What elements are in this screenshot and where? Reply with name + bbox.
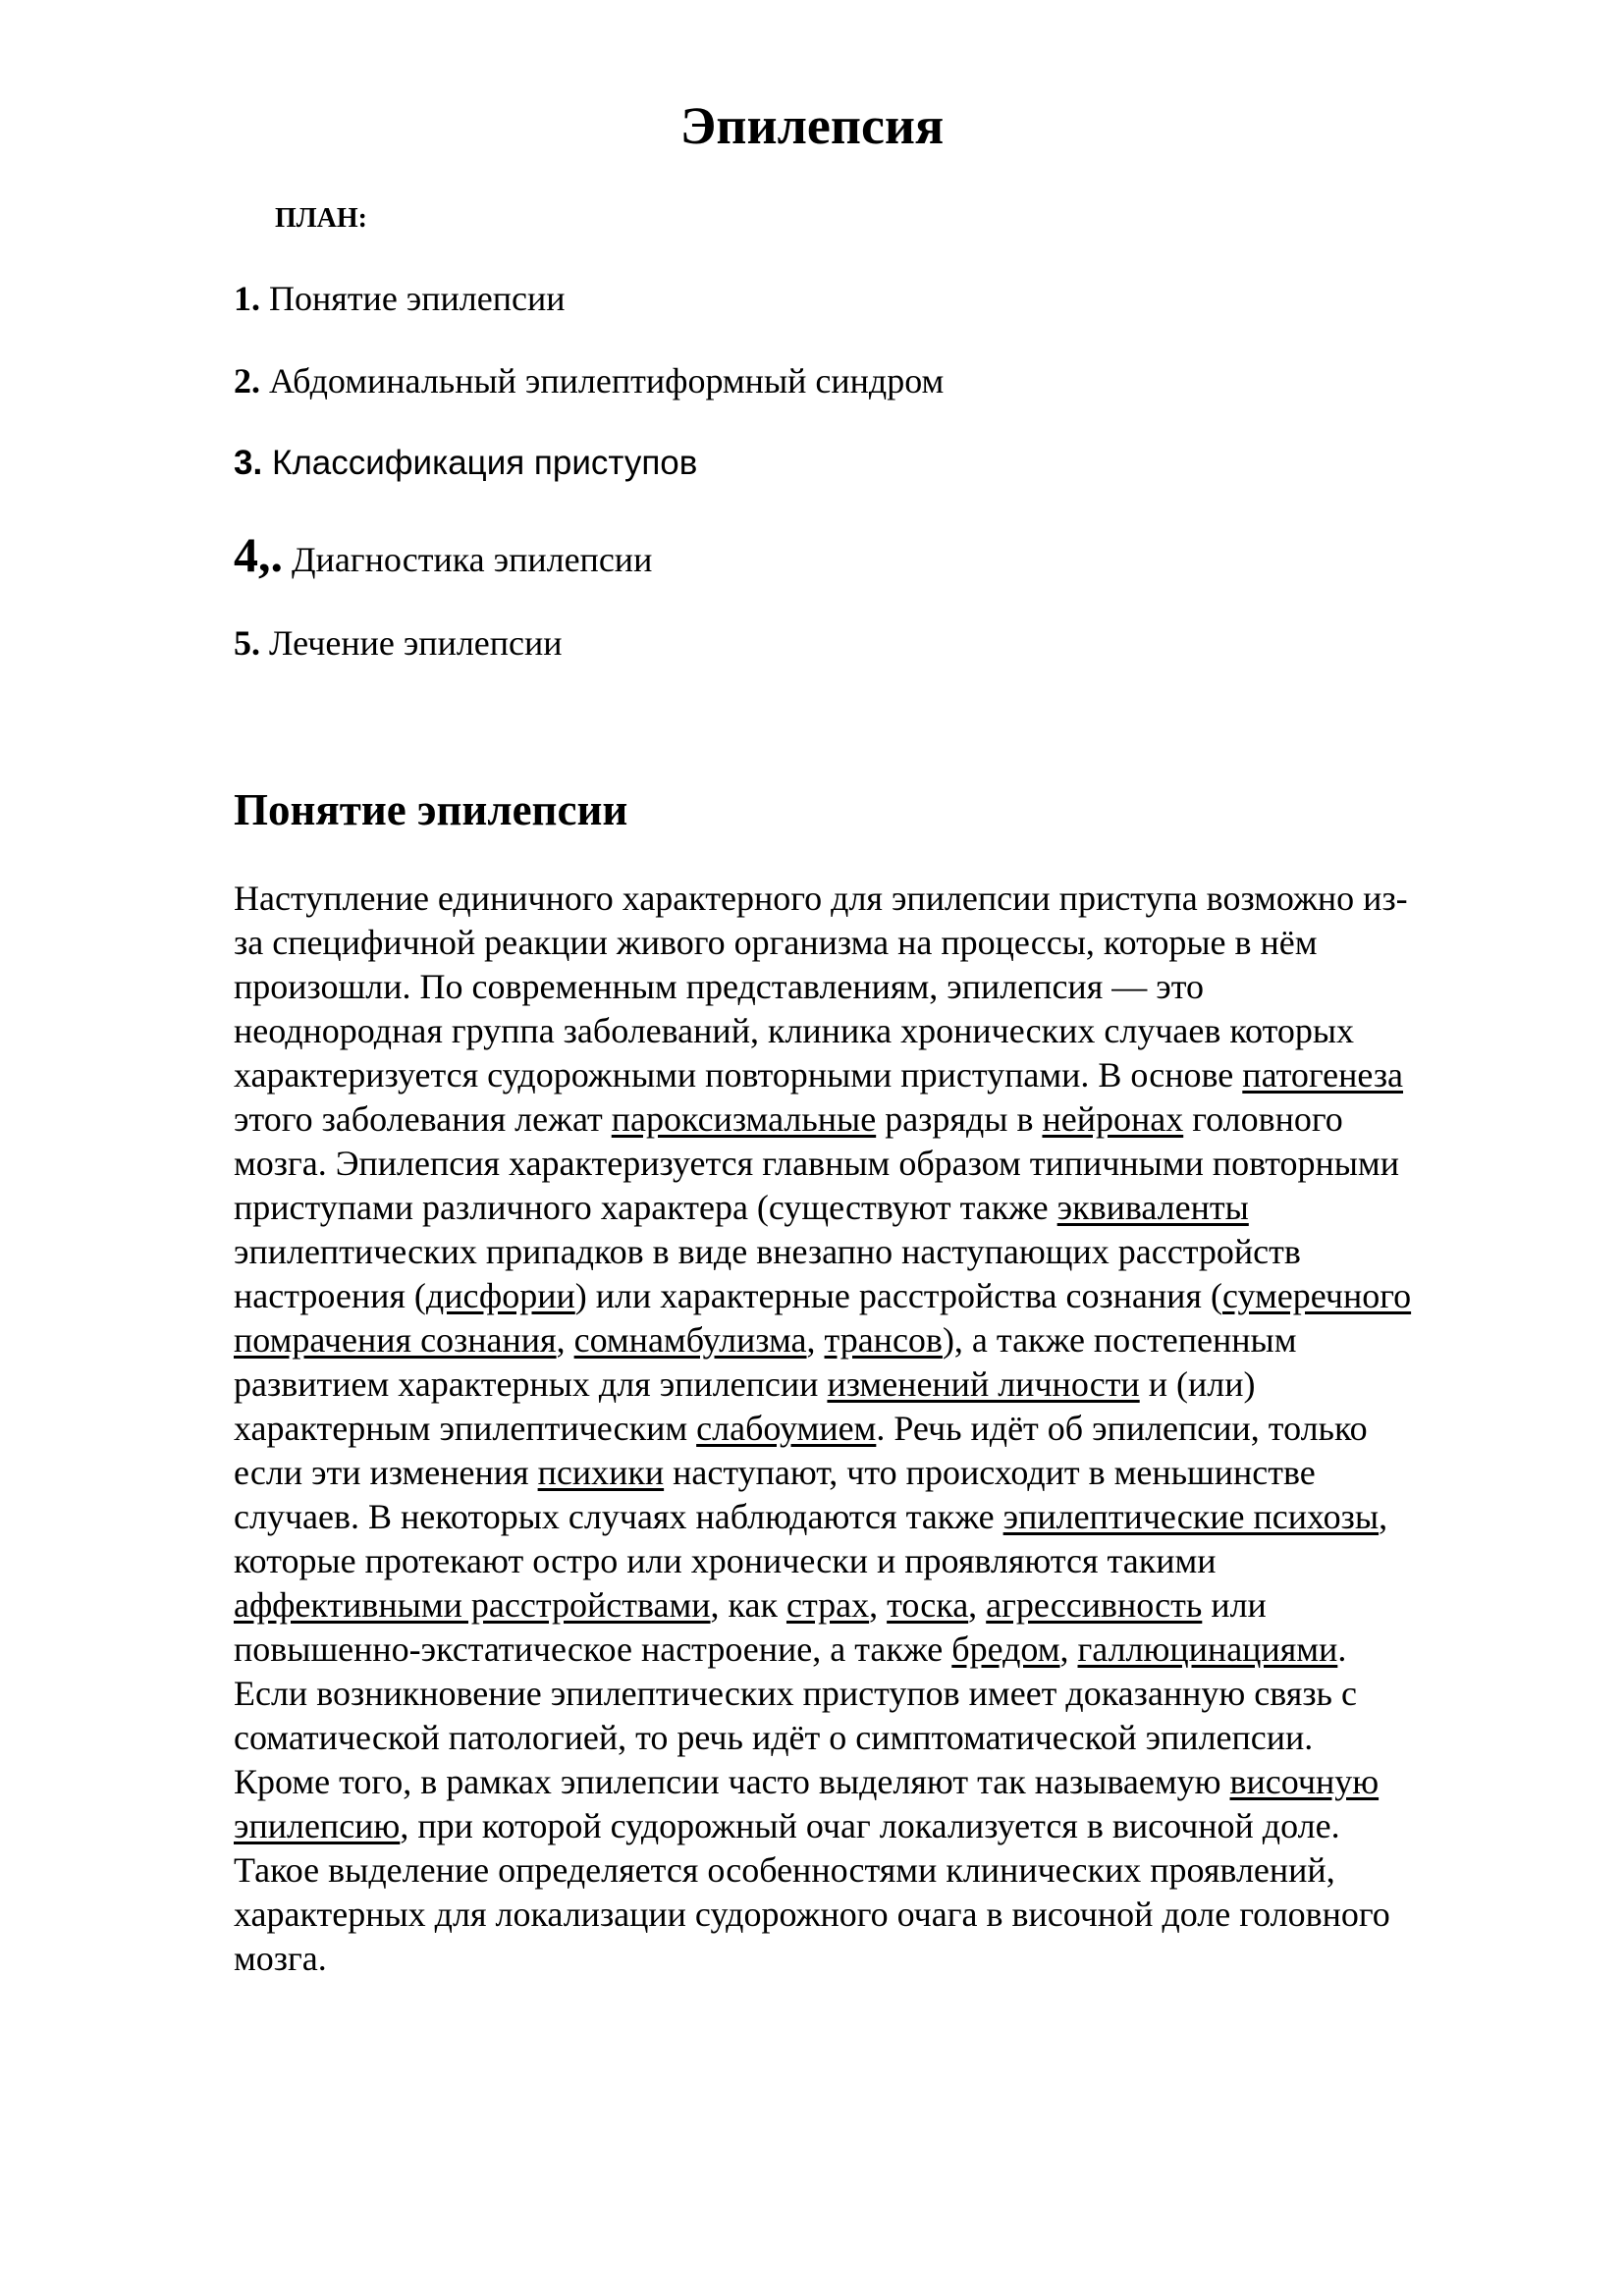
body-line (234, 1893, 1530, 1937)
plan-item-text: Понятие эпилепсии (269, 279, 566, 318)
body-text-segment: характерным эпилептическим (234, 1409, 697, 1448)
term-link[interactable]: пароксизмальные (611, 1099, 877, 1139)
body-line (234, 1009, 1530, 1053)
body-text-segment: разряды в (876, 1099, 1043, 1139)
body-text-segment: приступами различного характера (существуют также (234, 1188, 1057, 1227)
body-line (234, 1672, 1530, 1716)
plan-item-text: Классификация приступов (271, 444, 698, 482)
plan-item-1 (234, 278, 566, 320)
body-line (234, 1230, 1530, 1274)
term-link[interactable]: эпилепсию (234, 1806, 401, 1845)
term-link[interactable]: изменений личности (827, 1364, 1140, 1404)
term-link[interactable]: патогенеза (1242, 1055, 1404, 1095)
body-line (234, 1495, 1530, 1539)
body-line (234, 1760, 1530, 1804)
body-line (234, 1539, 1530, 1583)
term-link[interactable]: трансов (824, 1320, 943, 1360)
body-text-segment: Наступление единичного характерного для эпилепсии приступа возможно из- (234, 879, 1408, 918)
body-line (234, 1716, 1530, 1760)
body-text-segment: , (556, 1320, 574, 1360)
plan-item-number: 2. (234, 361, 260, 400)
term-link[interactable]: аффективными расстройствами (234, 1585, 711, 1625)
plan-item-3 (234, 443, 697, 484)
plan-item-text: Лечение эпилепсии (269, 623, 563, 663)
term-link[interactable]: нейронах (1042, 1099, 1184, 1139)
term-link[interactable]: тоска (887, 1585, 969, 1625)
body-text-segment: и (или) (1139, 1364, 1256, 1404)
plan-item-5 (234, 622, 563, 665)
body-text-segment: , (1379, 1497, 1388, 1536)
plan-label: ПЛАН: (275, 203, 367, 234)
plan-item-number: 1. (234, 279, 260, 318)
body-line (234, 1362, 1530, 1407)
body-line (234, 1142, 1530, 1186)
body-line (234, 965, 1530, 1009)
term-link[interactable]: сомнамбулизма (573, 1320, 807, 1360)
body-line (234, 1097, 1530, 1142)
body-text-segment: , при которой судорожный очаг локализуется в височной доле. (400, 1806, 1340, 1845)
term-link[interactable]: височную (1229, 1762, 1380, 1801)
body-line (234, 1186, 1530, 1230)
term-link[interactable]: дисфории (425, 1276, 575, 1315)
body-text-segment: неоднородная группа заболеваний, клиника хронических случаев которых (234, 1011, 1355, 1050)
body-line (234, 1848, 1530, 1893)
body-text-segment: за специфичной реакции живого организма на процессы, которые в нём (234, 923, 1318, 962)
body-line (234, 1274, 1530, 1318)
document-title: Эпилепсия (679, 96, 945, 155)
body-line (234, 1451, 1530, 1495)
term-link[interactable]: помрачения сознания (234, 1320, 557, 1360)
body-text-segment: головного (1183, 1099, 1343, 1139)
body-line (234, 877, 1530, 921)
body-text-segment: соматической патологией, то речь идёт о симптоматической эпилепсии. (234, 1718, 1314, 1757)
section-title: Понятие эпилепсии (234, 785, 628, 834)
body-text-segment: или (1202, 1585, 1267, 1625)
body-text-segment: . Речь идёт об эпилепсии, только (876, 1409, 1368, 1448)
body-text-segment: характерных для локализации судорожного очага в височной доле головного (234, 1895, 1390, 1934)
plan-item-text: Абдоминальный эпилептиформный синдром (269, 361, 945, 400)
plan-item-text: Диагностика эпилепсии (292, 540, 653, 579)
term-link[interactable]: эпилептические психозы (1002, 1497, 1380, 1536)
body-text-segment: , как (710, 1585, 786, 1625)
body-line (234, 921, 1530, 965)
body-text-segment: которые протекают остро или хронически и проявляются такими (234, 1541, 1217, 1580)
body-line (234, 1628, 1530, 1672)
term-link[interactable]: психики (537, 1453, 665, 1492)
body-text-segment: Такое выделение определяется особенностями клинических проявлений, (234, 1850, 1335, 1890)
plan-item-4 (234, 525, 652, 584)
body-text-segment: настроения ( (234, 1276, 426, 1315)
term-link[interactable]: слабоумием (696, 1409, 877, 1448)
body-text-segment: , (968, 1585, 987, 1625)
plan-item-2 (234, 360, 944, 402)
body-text-segment: эпилептических припадков в виде внезапно наступающих расстройств (234, 1232, 1301, 1271)
term-link[interactable]: галлюцинациями (1077, 1629, 1338, 1669)
plan-item-number: 5. (234, 623, 260, 663)
body-text-segment: , (1059, 1629, 1078, 1669)
body-text-segment: Кроме того, в рамках эпилепсии часто выделяют так называемую (234, 1762, 1230, 1801)
body-line (234, 1318, 1530, 1362)
body-text-segment: , (869, 1585, 888, 1625)
body-text-segment: мозга. Эпилепсия характеризуется главным образом типичными повторными (234, 1144, 1399, 1183)
body-line (234, 1407, 1530, 1451)
term-link[interactable]: бредом (951, 1629, 1060, 1669)
body-text-segment: . (1337, 1629, 1347, 1669)
body-line (234, 1937, 1530, 1981)
section-body (234, 877, 1530, 1981)
body-text-segment: , (806, 1320, 825, 1360)
body-text-segment: ) или характерные расстройства сознания ( (574, 1276, 1222, 1315)
body-text-segment: характеризуется судорожными повторными приступами. В основе (234, 1055, 1243, 1095)
body-text-segment: наступают, что происходит в меньшинстве (664, 1453, 1316, 1492)
plan-item-number: 3. (234, 444, 263, 482)
body-text-segment: Если возникновение эпилептических приступов имеет доказанную связь с (234, 1674, 1357, 1713)
term-link[interactable]: сумеречного (1221, 1276, 1412, 1315)
term-link[interactable]: агрессивность (986, 1585, 1203, 1625)
body-line (234, 1583, 1530, 1628)
body-text-segment: развитием характерных для эпилепсии (234, 1364, 828, 1404)
term-link[interactable]: страх (785, 1585, 870, 1625)
body-text-segment: если эти изменения (234, 1453, 538, 1492)
plan-item-number: 4,. (234, 527, 283, 582)
body-text-segment: ), а также постепенным (942, 1320, 1297, 1360)
body-text-segment: произошли. По современным представлениям, эпилепсия — это (234, 967, 1204, 1006)
body-line (234, 1053, 1530, 1097)
body-text-segment: мозга. (234, 1939, 327, 1978)
body-line (234, 1804, 1530, 1848)
body-text-segment: случаев. В некоторых случаях наблюдаются также (234, 1497, 1003, 1536)
term-link[interactable]: эквиваленты (1056, 1188, 1249, 1227)
body-text-segment: повышенно-экстатическое настроение, а также (234, 1629, 952, 1669)
body-text-segment: этого заболевания лежат (234, 1099, 612, 1139)
